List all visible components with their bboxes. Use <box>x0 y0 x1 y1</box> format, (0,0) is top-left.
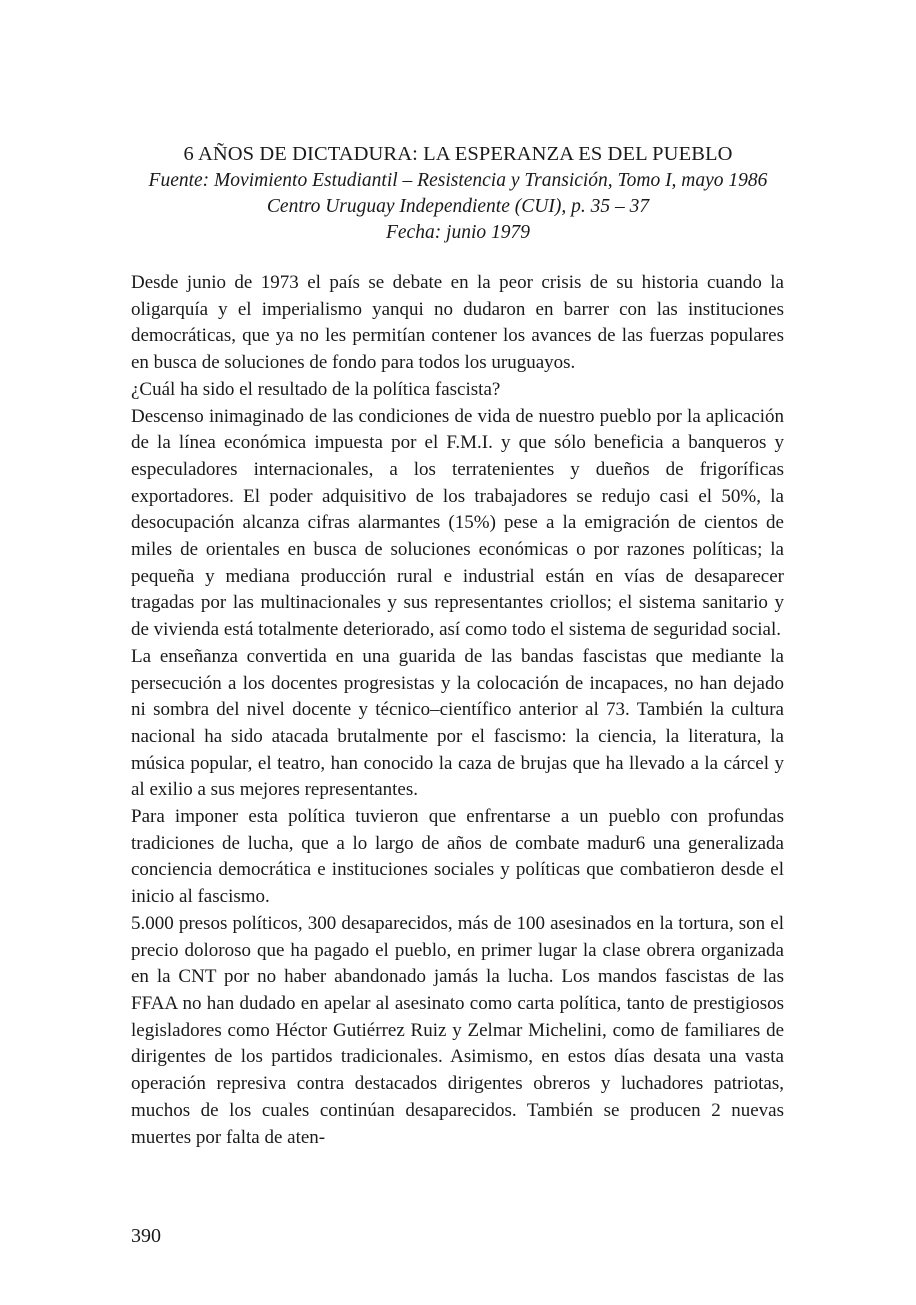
source-line: Fuente: Movimiento Estudiantil – Resistencia y Transición, Tomo I, mayo 1986 <box>148 170 768 191</box>
page-number: 390 <box>131 1225 161 1247</box>
document-header <box>100 141 816 246</box>
paragraph: Descenso inimaginado de las condiciones de vida de nuestro pueblo por la aplicación de la línea económica impuesta por el F.M.I. y que sólo beneficia a banqueros y especuladores internacionales, a los terratenientes y dueños de frigoríficas exportadores. El poder adquisitivo de los trabajadores se redujo casi el 50%, la desocupación alcanza cifras alarmantes (15%) pese a la emigración de cientos de miles de orientales en busca de soluciones económicas o por razones políticas; la pequeña y mediana producción rural e industrial están en vías de desaparecer tragadas por las multinacionales y sus representantes criollos; el sistema sanitario y de vivienda está totalmente deteriorado, así como todo el sistema de seguridad social. <box>131 405 784 641</box>
publisher-line: Centro Uruguay Independiente (CUI), p. 35 – 37 <box>266 196 650 217</box>
paragraph: Para imponer esta política tuvieron que enfrentarse a un pueblo con profundas tradiciones de lucha, que a lo largo de años de combate madur6 una generalizada conciencia democrática e instituciones sociales y políticas que combatieron desde el inicio al fascismo. <box>131 806 784 908</box>
paragraph: ¿Cuál ha sido el resultado de la política fascista? <box>131 378 501 400</box>
paragraph: La enseñanza convertida en una guarida de las bandas fascistas que mediante la persecución a los docentes progresistas y la colocación de incapaces, no han dejado ni sombra del nivel docente y técnico–científico anterior al 73. También la cultura nacional ha sido atacada brutalmente por el fascismo: la ciencia, la literatura, la música popular, el teatro, han conocido la caza de brujas que ha llevado a la cárcel y al exilio a sus mejores representantes. <box>131 645 784 801</box>
document-body <box>131 270 784 1151</box>
paragraph: 5.000 presos políticos, 300 desaparecidos, más de 100 asesinados en la tortura, son el precio doloroso que ha pagado el pueblo, en primer lugar la clase obrera organizada en la CNT por no haber abandonado jamás la lucha. Los mandos fascistas de las FFAA no han dudado en apelar al asesinato como carta política, tanto de prestigiosos legisladores como Héctor Gutiérrez Ruiz y Zelmar Michelini, como de familiares de dirigentes de los partidos tradicionales. Asimismo, en estos días desata una vasta operación represiva contra destacados dirigentes obreros y luchadores patriotas, muchos de los cuales continúan desaparecidos. También se producen 2 nuevas muertes por falta de aten- <box>131 912 784 1148</box>
paragraph: Desde junio de 1973 el país se debate en la peor crisis de su historia cuando la oligarquía y el imperialismo yanqui no dudaron en barrer con las instituciones democráticas, que ya no les permitían contener los avances de las fuerzas populares en busca de soluciones de fondo para todos los uruguayos. <box>131 272 784 374</box>
date-line: Fecha: junio 1979 <box>385 222 531 243</box>
document-title: 6 AÑOS DE DICTADURA: LA ESPERANZA ES DEL PUEBLO <box>183 143 733 165</box>
